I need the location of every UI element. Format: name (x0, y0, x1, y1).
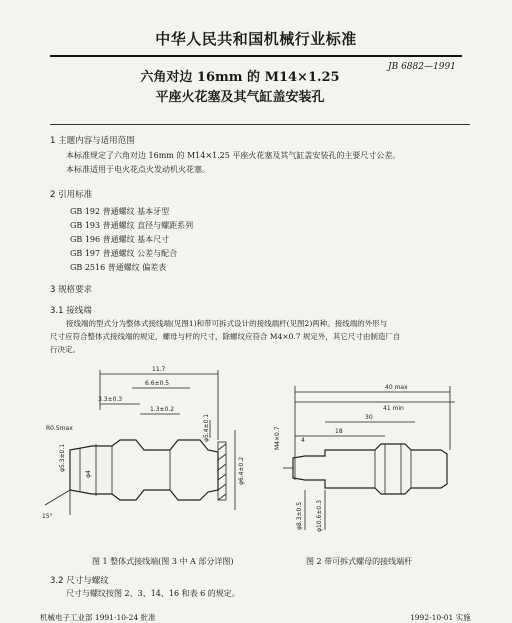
section-3-2-paragraph: 尺寸与螺纹按图 2、3、14、16 和表 6 的规定。 (66, 589, 240, 598)
fig2-dim-2: 41 min (383, 405, 404, 412)
standard-number: JB 6882—1991 (388, 62, 456, 72)
document-title-line-2: 平座火花塞及其气缸盖安装孔 (155, 90, 325, 105)
figure-2-caption: 图 2 带可拆式螺母的接线端杆 (306, 557, 413, 566)
fig1-dim-1: 6.6±0.5 (145, 380, 170, 387)
fig1-angle: 15° (42, 513, 53, 520)
section-1-heading: 1 主题内容与适用范围 (50, 136, 135, 146)
fig1-dia-2: φ4 (85, 470, 92, 478)
footer (0, 612, 512, 623)
fig2-thread: M4×0.7 (274, 426, 281, 450)
fig1-dim-2: 3.3±0.3 (98, 396, 123, 403)
fig2-dim-3: 30 (365, 414, 373, 421)
section-1-paragraph-1: 本标准规定了六角对边 16mm 的 M14×1.25 平座火花塞及其气缸盖安装孔的主要尺寸公差。 (66, 151, 401, 160)
implementation-date: 1992-10-01 实施 (410, 613, 471, 622)
fig2-dim-5: 4 (301, 437, 305, 444)
fig1-dia-1: φ5.3±0.1 (59, 443, 66, 472)
section-1-paragraph-2: 本标准适用于电火花点火发动机火花塞。 (66, 165, 210, 174)
section-3-1-line-1: 接线端的型式分为整体式接线端(见图1)和带可拆式设计的接线端杆(见图2)两种。接线端的外形与 (66, 319, 388, 328)
reference-item: GB 193 普通螺纹 直径与螺距系列 (70, 221, 194, 230)
document-title-line-1: 六角对边 16mm 的 M14×1.25 (140, 70, 340, 85)
fig2-dim-4: 18 (335, 428, 343, 435)
header-rule (50, 55, 462, 57)
figure-1-drawing (40, 360, 250, 545)
fig1-dim-3: 1.3±0.2 (150, 406, 175, 413)
reference-item: GB 192 普通螺纹 基本牙型 (70, 207, 170, 216)
fig1-dim-top: 11.7 (152, 366, 166, 373)
reference-item: GB 196 普通螺纹 基本尺寸 (70, 235, 170, 244)
section-2-heading: 2 引用标准 (50, 190, 93, 200)
approval-date: 机械电子工业部 1991-10-24 批准 (40, 613, 156, 622)
fig1-dia-4: φ5.4±0.1 (203, 413, 210, 442)
section-3-1-heading: 3.1 接线端 (50, 306, 92, 316)
section-3-2-heading: 3.2 尺寸与螺纹 (50, 576, 109, 586)
section-3-1-line-2: 尺寸应符合整体式接线端的规定，螺母与杆的尺寸，除螺纹应符合 M4×0.7 规定外，其它尺寸由制造厂自 (50, 332, 401, 341)
section-3-1-line-3: 行决定。 (50, 345, 80, 354)
fig2-dia-2: φ10.6±0.3 (316, 500, 323, 532)
fig2-dia-1: φ8.3±0.5 (296, 501, 303, 530)
fig1-radius: R0.5max (46, 425, 73, 432)
reference-item: GB 2516 普通螺纹 偏差表 (70, 263, 167, 272)
title-rule (50, 124, 470, 125)
standard-header-title: 中华人民共和国机械行业标准 (155, 30, 357, 48)
section-3-heading: 3 规格要求 (50, 285, 93, 295)
figure-1-caption: 图 1 整体式接线端(图 3 中 A 部分详图) (92, 557, 234, 566)
reference-item: GB 197 普通螺纹 公差与配合 (70, 249, 178, 258)
fig1-dia-3: φ6.4±0.2 (238, 456, 245, 485)
figure-2-drawing (265, 380, 465, 540)
fig2-dim-1: 40 max (385, 384, 408, 391)
